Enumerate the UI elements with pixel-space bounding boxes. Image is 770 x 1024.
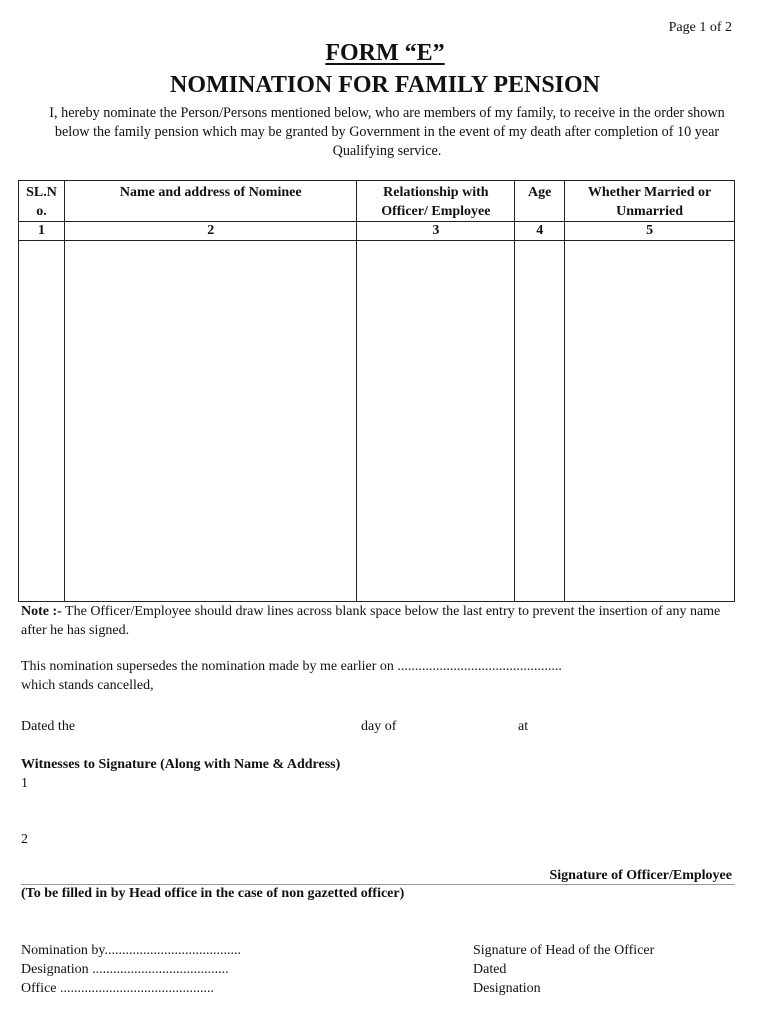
column-number: 3 — [357, 222, 515, 241]
table-header-row — [19, 181, 735, 222]
dated-label: Dated the — [21, 719, 76, 734]
column-number: 2 — [64, 222, 356, 241]
column-header-sl-no: SL.N o. — [19, 181, 65, 222]
intro-paragraph: I, hereby nominate the Person/Persons mentioned below, who are members of my family, to receive in the order shown below the family pension which may be granted by Government in the event of my death after completion of 10 year Qualifying service. — [49, 105, 725, 159]
nominee-table — [18, 180, 735, 602]
column-header-relationship: Relationship with Officer/ Employee — [357, 181, 515, 222]
column-number: 4 — [515, 222, 565, 241]
head-signature-block — [473, 941, 654, 998]
witness-1-number: 1 — [21, 776, 28, 791]
age-cell[interactable] — [515, 241, 565, 602]
column-header-marital-status: Whether Married or Unmarried — [565, 181, 735, 222]
note-label: Note :- — [21, 604, 62, 619]
table-entry-row — [19, 241, 735, 602]
head-designation-label: Designation — [473, 981, 541, 996]
page-title: NOMINATION FOR FAMILY PENSION — [169, 72, 601, 98]
form-title: FORM “E” — [325, 40, 445, 66]
relationship-cell[interactable] — [357, 241, 515, 602]
officer-signature-label: Signature of Officer/Employee — [549, 868, 732, 883]
page-number: Page 1 of 2 — [668, 20, 732, 35]
column-header-age: Age — [515, 181, 565, 222]
at-label: at — [518, 719, 529, 734]
witness-2-number: 2 — [21, 832, 28, 847]
sl-no-cell[interactable] — [19, 241, 65, 602]
column-header-name: Name and address of Nominee — [64, 181, 356, 222]
day-of-label: day of — [361, 719, 397, 734]
supersede-line: This nomination supersedes the nomination made by me earlier on ............................................... — [21, 659, 562, 674]
supersede-paragraph — [21, 657, 721, 695]
column-number-row — [19, 222, 735, 241]
nomination-by-field: Nomination by....................................... — [21, 943, 241, 958]
note-paragraph — [21, 602, 721, 640]
designation-field: Designation ....................................... — [21, 962, 229, 977]
column-number: 1 — [19, 222, 65, 241]
office-field: Office ............................................ — [21, 981, 214, 996]
nomination-details — [21, 941, 241, 998]
divider — [21, 884, 735, 885]
witness-heading: Witnesses to Signature (Along with Name & Address) — [21, 757, 341, 772]
supersede-line: which stands cancelled, — [21, 678, 154, 693]
head-dated-label: Dated — [473, 962, 507, 977]
note-text: The Officer/Employee should draw lines across blank space below the last entry to prevent the insertion of any name after he has signed. — [21, 604, 721, 638]
head-signature-label: Signature of Head of the Officer — [473, 943, 655, 958]
column-number: 5 — [565, 222, 735, 241]
head-office-note: (To be filled in by Head office in the case of non gazetted officer) — [21, 886, 405, 901]
marital-status-cell[interactable] — [565, 241, 735, 602]
nominee-name-cell[interactable] — [64, 241, 356, 602]
